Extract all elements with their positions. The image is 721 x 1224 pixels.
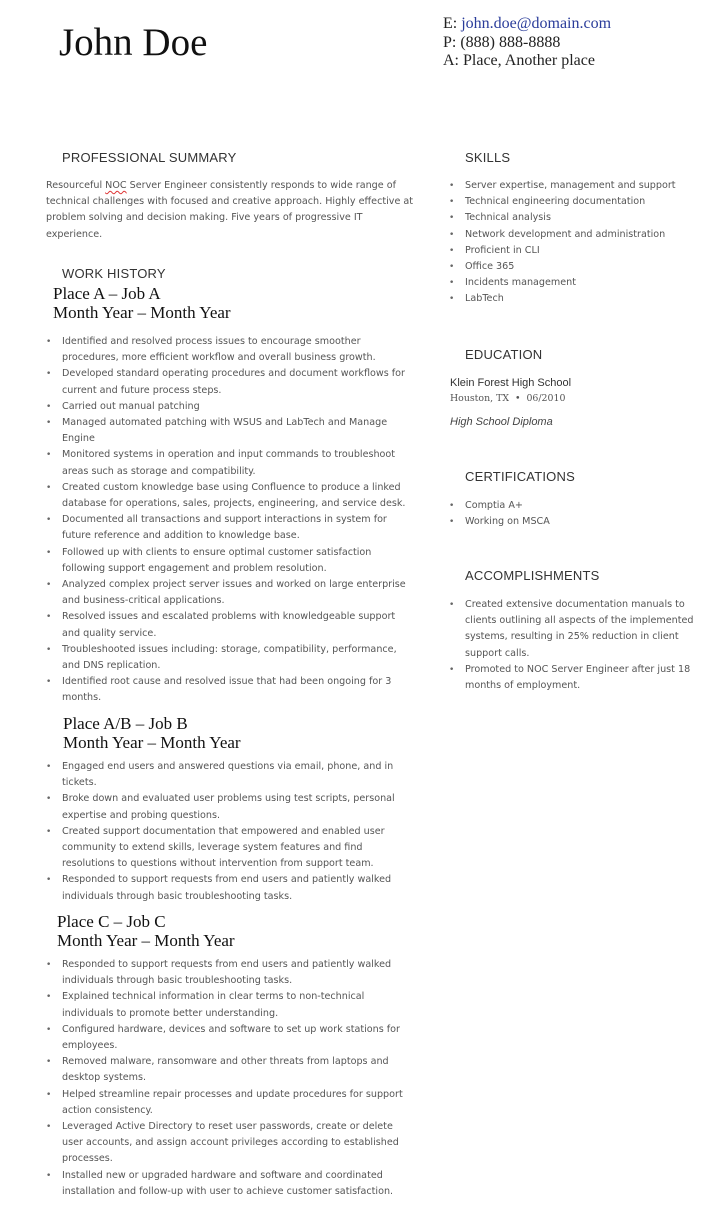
list-item: • Office 365 [449, 259, 715, 275]
list-item: • Troubleshooted issues including: storage, compatibility, performance, and DNS replication. [46, 642, 408, 674]
list-item: • Created extensive documentation manuals to clients outlining all aspects of the implemented systems, resulting in 25% reduction in client support calls. [449, 597, 715, 662]
school-name: Klein Forest High School [450, 377, 572, 389]
accomplishments-list [449, 597, 715, 694]
job-title: Place A – Job A [53, 284, 161, 303]
list-item: • Working on MSCA [449, 514, 715, 530]
certifications-list [449, 498, 715, 530]
list-item: • Identified and resolved process issues to encourage smoother procedures, more efficient workflow and overall business growth. [46, 334, 408, 366]
job-title: Place C – Job C [57, 912, 166, 931]
contact-address: A: Place, Another place [443, 52, 595, 69]
work-history-heading: WORK HISTORY [62, 266, 166, 281]
job-bullets [46, 334, 408, 707]
list-item: • Resolved issues and escalated problems with knowledgeable support and quality service. [46, 609, 408, 641]
summary-heading: PROFESSIONAL SUMMARY [62, 150, 237, 165]
school-location: Houston, TX • 06/2010 [450, 393, 566, 404]
list-item: • Created custom knowledge base using Confluence to produce a linked database for operations, sales, projects, engineering, and service desk. [46, 480, 408, 512]
list-item: • Helped streamline repair processes and update procedures for support action consistency. [46, 1087, 408, 1119]
job-header [57, 912, 235, 950]
job-dates: Month Year – Month Year [57, 931, 235, 950]
list-item: • Analyzed complex project server issues and worked on large enterprise and business-critical applications. [46, 577, 408, 609]
list-item: • Promoted to NOC Server Engineer after just 18 months of employment. [449, 662, 715, 694]
degree: High School Diploma [450, 416, 553, 428]
list-item: • Identified root cause and resolved issue that had been ongoing for 3 months. [46, 674, 408, 706]
list-item: • Comptia A+ [449, 498, 715, 514]
job-dates: Month Year – Month Year [53, 303, 231, 322]
email-link[interactable]: john.doe@domain.com [461, 15, 612, 32]
certifications-heading: CERTIFICATIONS [465, 469, 575, 484]
list-item: • Engaged end users and answered questions via email, phone, and in tickets. [46, 759, 408, 791]
job-dates: Month Year – Month Year [63, 733, 241, 752]
noc-term: NOC [105, 180, 127, 191]
list-item: • Installed new or upgraded hardware and software and coordinated installation and follow-up with user to achieve customer satisfaction. [46, 1168, 408, 1200]
list-item: • Carried out manual patching [46, 399, 408, 415]
contact-phone: P: (888) 888-8888 [443, 33, 561, 51]
list-item: • Documented all transactions and support interactions in system for future reference and addition to knowledge base. [46, 512, 408, 544]
education-heading: EDUCATION [465, 347, 543, 362]
contact-block [443, 15, 611, 71]
list-item: • Proficient in CLI [449, 243, 715, 259]
graduation-date: 06/2010 [526, 393, 566, 404]
list-item: • Technical analysis [449, 210, 715, 226]
list-item: • Explained technical information in clear terms to non-technical individuals to promote better understanding. [46, 989, 408, 1021]
list-item: • Responded to support requests from end users and patiently walked individuals through basic troubleshooting tasks. [46, 957, 408, 989]
list-item: • Created support documentation that empowered and enabled user community to extend skills, leverage system features and find resolutions to questions without intervention from support team. [46, 824, 408, 873]
summary-text: Resourceful NOC Server Engineer consistently responds to wide range of technical challenges with focused and creative approach. Highly effective at problem solving and decision making. Five years of progressive IT experience. [46, 180, 414, 240]
list-item: • Broke down and evaluated user problems using test scripts, personal expertise and probing questions. [46, 791, 408, 823]
skills-list [449, 178, 715, 308]
job-header [53, 284, 231, 322]
job-header [63, 714, 241, 752]
job-title: Place A/B – Job B [63, 714, 188, 733]
list-item: • Monitored systems in operation and input commands to troubleshoot areas such as storage and compatibility. [46, 447, 408, 479]
candidate-name: John Doe [59, 21, 208, 64]
list-item: • LabTech [449, 291, 715, 307]
skills-heading: SKILLS [465, 150, 511, 165]
list-item: • Removed malware, ransomware and other threats from laptops and desktop systems. [46, 1054, 408, 1086]
list-item: • Leveraged Active Directory to reset user passwords, create or delete user accounts, and assign account privileges according to established processes. [46, 1119, 408, 1168]
list-item: • Configured hardware, devices and software to set up work stations for employees. [46, 1022, 408, 1054]
accomplishments-heading: ACCOMPLISHMENTS [465, 568, 600, 583]
job-bullets [46, 759, 408, 905]
list-item: • Technical engineering documentation [449, 194, 715, 210]
list-item: • Network development and administration [449, 227, 715, 243]
list-item: • Incidents management [449, 275, 715, 291]
contact-email: E: john.doe@domain.com [443, 15, 612, 32]
list-item: • Managed automated patching with WSUS and LabTech and Manage Engine [46, 415, 408, 447]
list-item: • Responded to support requests from end users and patiently walked individuals through basic troubleshooting tasks. [46, 872, 408, 904]
list-item: • Followed up with clients to ensure optimal customer satisfaction following support engagement and problem resolution. [46, 545, 408, 577]
job-bullets [46, 957, 408, 1200]
list-item: • Server expertise, management and support [449, 178, 715, 194]
list-item: • Developed standard operating procedures and document workflows for current and future process steps. [46, 366, 408, 398]
